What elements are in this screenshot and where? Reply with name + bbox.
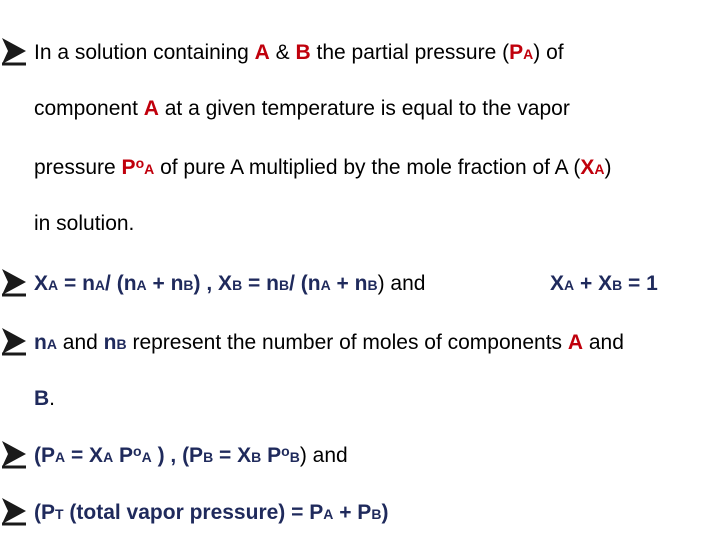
bullet-5-formula: (PT (total vapor pressure) = PA + PB) (34, 501, 389, 524)
bullet-4-formula: (PA = XA $P^oA$ ) , (PB = XB $P^oB$) and (34, 443, 348, 467)
arrow-bullet-icon (0, 267, 28, 297)
bullet-2-formula-sum: XA + XB = 1 (550, 272, 658, 295)
arrow-bullet-icon (0, 439, 28, 469)
bullet-1-line-4: in solution. (34, 212, 135, 235)
arrow-bullet-icon (0, 36, 28, 66)
bullet-1-line-1: In a solution containing A & B the partial pressure (PA) of (34, 41, 564, 64)
bullet-3-line-2: B. (34, 387, 56, 410)
bullet-1-line-3: pressure $P^oA$ of pure A multiplied by the mole fraction of A (XA) (34, 155, 612, 179)
bullet-2-formula: XA = nA/ (nA + nB) , XB = nB/ (nA + nB) and (34, 272, 426, 295)
arrow-bullet-icon (0, 326, 28, 356)
arrow-bullet-icon (0, 496, 28, 526)
bullet-1-line-2: component A at a given temperature is equal to the vapor (34, 97, 570, 120)
bullet-3-line-1: nA and nB represent the number of moles of components A and (34, 331, 624, 354)
